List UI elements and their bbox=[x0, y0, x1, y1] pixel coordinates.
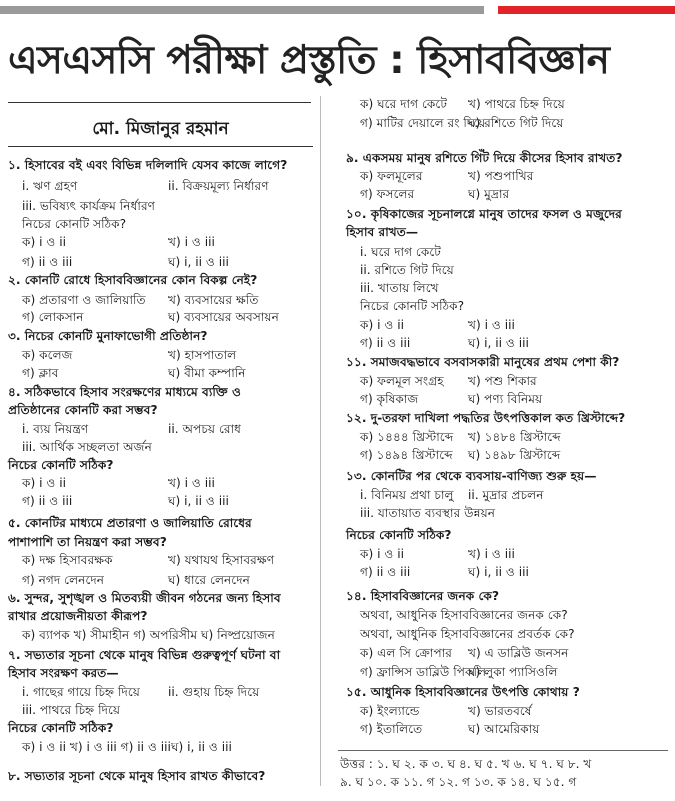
option-line: ক) ফলমূলের bbox=[360, 169, 423, 183]
question-line: ১৪. হিসাববিজ্ঞানের জনক কে? bbox=[346, 589, 500, 603]
question-line: রাখার প্রয়োজনীয়তা কীরূপ? bbox=[8, 609, 148, 623]
option-line: গ) ফ্রান্সিস ডাব্লিউ পিকলি bbox=[360, 665, 487, 679]
option-line: i. ঘরে দাগ কেটে bbox=[360, 245, 441, 259]
option-line: ক) i ও ii খ) i ও iii গ) ii ও iiiঘ) i, ii ও iii bbox=[22, 740, 232, 754]
question-line: হিসাব রাখত— bbox=[346, 225, 419, 239]
option-line: i. ঋণ গ্রহণ bbox=[22, 179, 78, 193]
option-line-secondary: ঘ) লুকা প্যাসিওলি bbox=[468, 665, 558, 679]
question-line: প্রতিষ্ঠানের কোনটি করা সম্ভব? bbox=[8, 403, 158, 417]
option-line-secondary: খ) ভারতবর্ষে bbox=[468, 704, 532, 718]
author-rule-top bbox=[8, 102, 311, 103]
option-line: গ) নগদ লেনদেন bbox=[22, 573, 105, 587]
option-line: iii. ভবিষ্যৎ কার্যক্রম নির্ধারণ bbox=[22, 199, 156, 213]
option-line-secondary: ঘ) ধারে লেনদেন bbox=[168, 573, 250, 587]
option-line: অথবা, আধুনিক হিসাববিজ্ঞানের জনক কে? bbox=[360, 608, 568, 622]
author-name: মো. মিজানুর রহমান bbox=[92, 119, 229, 139]
option-line-secondary: ii. অপচয় রোধ bbox=[168, 422, 241, 436]
option-line-secondary: খ) i ও iii bbox=[468, 318, 515, 332]
option-line: ক) i ও ii bbox=[22, 476, 67, 490]
option-line-secondary: খ) হাসপাতাল bbox=[168, 348, 237, 362]
option-line-secondary: খ) i ও iii bbox=[168, 235, 215, 249]
top-gray-bar bbox=[0, 6, 484, 14]
answer-rule bbox=[338, 750, 668, 751]
question-line: ১৫. আধুনিক হিসাববিজ্ঞানের উৎপত্তি কোথায় ? bbox=[346, 685, 580, 699]
column-divider bbox=[320, 96, 321, 786]
question-line: ১০. কৃষিকাজের সূচনালগ্নে মানুষ তাদের ফসল ও মজুদের bbox=[346, 207, 622, 221]
option-line: ক) দক্ষ হিসাবরক্ষক bbox=[22, 553, 113, 567]
option-line: নিচের কোনটি সঠিক? bbox=[360, 299, 465, 313]
question-line: ৪. সঠিকভাবে হিসাব সংরক্ষণের মাধ্যমে ব্যক্তি ও bbox=[8, 385, 241, 399]
option-line: ক) ঘরে দাগ কেটে bbox=[360, 97, 447, 111]
option-line: iii. যাতায়াত ব্যবস্থার উন্নয়ন bbox=[360, 506, 496, 520]
option-line: iii. পাথরে চিহ্ন দিয়ে bbox=[22, 703, 121, 717]
answer-line: উত্তর : ১. ঘ ২. ক ৩. ঘ ৪. ঘ ৫. খ ৬. ঘ ৭. ঘ ৮. খ bbox=[340, 757, 592, 771]
option-line: ক) এল সি ক্রোপার bbox=[360, 646, 452, 660]
option-line: গ) ii ও iii bbox=[22, 494, 73, 508]
option-line: নিচের কোনটি সঠিক? bbox=[22, 217, 127, 231]
option-line: ক) i ও ii bbox=[360, 547, 405, 561]
author-rule-bottom bbox=[8, 146, 313, 147]
option-line: গ) ii ও iii bbox=[360, 565, 411, 579]
question-line: পাশাপাশি তা নিয়ন্ত্রণ করা সম্ভব? bbox=[8, 535, 167, 549]
option-line-secondary: খ) i ও iii bbox=[468, 547, 515, 561]
question-line: ৩. নিচের কোনটি মুনাফাভোগী প্রতিষ্ঠান? bbox=[8, 329, 208, 343]
question-line: নিচের কোনটি সঠিক? bbox=[8, 458, 114, 472]
question-line: ৫. কোনটির মাধ্যমে প্রতারণা ও জালিয়াতি রোধের bbox=[8, 516, 252, 530]
option-line: ক) কলেজ bbox=[22, 348, 73, 362]
option-line-secondary: খ) পশুপাখির bbox=[468, 169, 534, 183]
option-line-secondary: ঘ) বীমা কম্পানি bbox=[168, 366, 246, 380]
option-line-secondary: ঘ) আমেরিকায় bbox=[468, 722, 540, 736]
question-line: ১১. সমাজবদ্ধভাবে বসবাসকারী মানুষের প্রথম পেশা কী? bbox=[346, 355, 620, 369]
option-line: iii. আর্থিক সচ্ছলতা অর্জন bbox=[22, 440, 152, 454]
option-line-secondary: খ) পাথরে চিহ্ন দিয়ে bbox=[468, 97, 565, 111]
question-line: হিসাব সংরক্ষণ করত— bbox=[8, 666, 119, 680]
question-line: ২. কোনটি রোধে হিসাববিজ্ঞানের কোন বিকল্প নেই? bbox=[8, 273, 258, 287]
option-line: iii. খাতায় লিখে bbox=[360, 281, 439, 295]
option-line: গ) ii ও iii bbox=[360, 336, 411, 350]
option-line: ii. রশিতে গিট দিয়ে bbox=[360, 263, 454, 277]
top-red-bar bbox=[498, 6, 675, 14]
page-title: এসএসসি পরীক্ষা প্রস্তুতি : হিসাববিজ্ঞান bbox=[8, 38, 610, 83]
option-line-secondary: ঘ) i, ii ও iii bbox=[168, 494, 229, 508]
option-line: i. ব্যয় নিয়ন্ত্রণ bbox=[22, 422, 89, 436]
question-line: ৭. সভ্যতার সূচনা থেকে মানুষ বিভিন্ন গুরুত্বপূর্ণ ঘটনা বা bbox=[8, 648, 281, 662]
option-line-secondary: ii. বিক্রয়মূল্য নির্ধারণ bbox=[168, 179, 269, 193]
option-line: i. গাছের গায়ে চিহ্ন দিয়ে bbox=[22, 685, 140, 699]
option-line: গ) ১৪৯৪ খ্রিস্টাব্দে bbox=[360, 448, 453, 462]
option-line: গ) মাটির দেয়ালে রং দিয়ে bbox=[360, 116, 486, 130]
question-line: ১২. দু-তরফা দাখিলা পদ্ধতির উৎপত্তিকাল কত খ্রিস্টাব্দে? bbox=[346, 411, 626, 425]
question-line: নিচের কোনটি সঠিক? bbox=[346, 528, 452, 542]
option-line-secondary: খ) পশু শিকার bbox=[468, 374, 537, 388]
option-line: ক) ব্যাপক খ) সীমাহীন গ) অপরিসীম ঘ) নিষ্প্রয়োজন bbox=[22, 628, 275, 642]
answer-line: ৯. ঘ ১০. ক ১১. গ ১২. গ ১৩. ক ১৪. ঘ ১৫. গ bbox=[340, 775, 577, 789]
option-line: ক) i ও ii bbox=[360, 318, 405, 332]
question-line: ১৩. কোনটির পর থেকে ব্যবসায়-বাণিজ্য শুরু হয়— bbox=[346, 469, 597, 483]
option-line-secondary: ঘ) i, ii ও iii bbox=[168, 255, 229, 269]
option-line: ক) প্রতারণা ও জালিয়াতি bbox=[22, 293, 146, 307]
option-line: গ) ইতালিতে bbox=[360, 722, 423, 736]
option-line-secondary: খ) যথাযথ হিসাবরক্ষণ bbox=[168, 553, 275, 567]
option-line: i. বিনিময় প্রথা চালু bbox=[360, 488, 454, 502]
option-line-secondary: ঘ) i, ii ও iii bbox=[468, 565, 529, 579]
option-line: ক) ১৪৪৪ খ্রিস্টাব্দে bbox=[360, 430, 454, 444]
option-line: ক) ইংল্যান্ডে bbox=[360, 704, 420, 718]
option-line-secondary: খ) ১৪৮৪ খ্রিস্টাব্দে bbox=[468, 430, 561, 444]
option-line-secondary: খ) i ও iii bbox=[168, 476, 215, 490]
option-line-secondary: ঘ) ১৪৯৮ খ্রিস্টাব্দে bbox=[468, 448, 561, 462]
option-line-secondary: ii. গুহায় চিহ্ন দিয়ে bbox=[168, 685, 260, 699]
option-line: অথবা, আধুনিক হিসাববিজ্ঞানের প্রবর্তক কে? bbox=[360, 627, 575, 641]
option-line: গ) ক্লাব bbox=[22, 366, 59, 380]
option-line: গ) লোকসান bbox=[22, 310, 84, 324]
option-line-secondary: ঘ) মুদ্রার bbox=[468, 187, 510, 201]
option-line-secondary: ঘ) রশিতে গিট দিয়ে bbox=[468, 116, 564, 130]
question-line: ৮. সভ্যতার সূচনা থেকে মানুষ হিসাব রাখত কীভাবে? bbox=[8, 769, 266, 783]
option-line-secondary: ii. মুদ্রার প্রচলন bbox=[468, 488, 544, 502]
option-line: ক) i ও ii bbox=[22, 235, 67, 249]
option-line-secondary: ঘ) i, ii ও iii bbox=[468, 336, 529, 350]
option-line-secondary: ঘ) ব্যবসায়ের অবসায়ন bbox=[168, 310, 279, 324]
option-line: গ) কৃষিকাজ bbox=[360, 392, 419, 406]
option-line-secondary: খ) ব্যবসায়ের ক্ষতি bbox=[168, 293, 259, 307]
option-line-secondary: খ) এ ডাব্লিউ জনসন bbox=[468, 646, 569, 660]
option-line: গ) ii ও iii bbox=[22, 255, 73, 269]
question-line: ৬. সুন্দর, সুশৃঙ্খল ও মিতব্যয়ী জীবন গঠনের জন্য হিসাব bbox=[8, 591, 281, 605]
question-line: ১. হিসাবের বই এবং বিভিন্ন দলিলাদি যেসব কাজে লাগে? bbox=[8, 158, 288, 172]
option-line-secondary: ঘ) পণ্য বিনিময় bbox=[468, 392, 543, 406]
option-line: ক) ফলমূল সংগ্রহ bbox=[360, 374, 444, 388]
option-line: গ) ফসলের bbox=[360, 187, 415, 201]
question-line: ৯. একসময় মানুষ রশিতে গিঁট দিয়ে কীসের হিসাব রাখত? bbox=[346, 151, 623, 165]
question-line: নিচের কোনটি সঠিক? bbox=[8, 721, 114, 735]
